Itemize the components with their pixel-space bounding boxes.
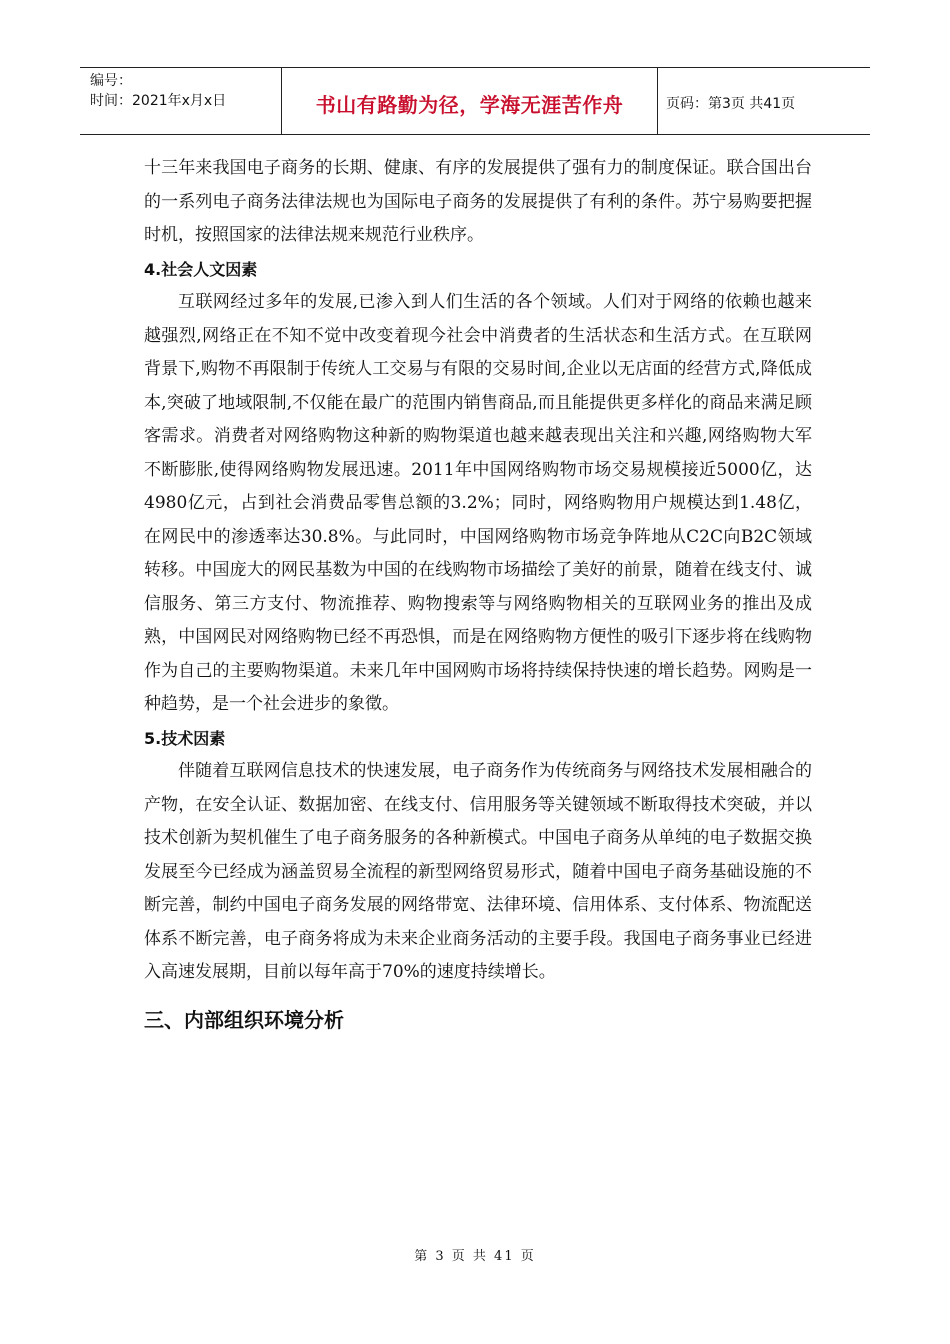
heading-social-culture: 4.社会人文因素 xyxy=(144,259,258,279)
section-heading-internal: 三、内部组织环境分析 xyxy=(144,1007,344,1032)
time-label: 时间：2021年x月x日 xyxy=(90,93,227,109)
paragraph-social-culture: 互联网经过多年的发展,已渗入到人们生活的各个领域。人们对于网络的依赖也越来越强烈,网络正在不知不觉中改变着现今社会中消费者的生活状态和生活方式。在互联网背景下,购物不再限制于传统人工交易与有限的交易时间,企业以无店面的经营方式,降低成本,突破了地域限制,不仅能在最广的范围内销售商品,而且能提供更多样化的商品来满足顾客需求。消费者对网络购物这种新的购物渠道也越来越表现出关注和兴趣,网络购物大军不断膨胀,使得网络购物发展迅速。2011年中国网络购物市场交易规模接近5000亿，达4980亿元，占到社会消费品零售总额的3.2%；同时，网络购物用户规模达到1.48亿，在网民中的渗透率达30.8%。与此同时，中国网络购物市场竞争阵地从C2C向B2C领域转移。中国庞大的网民基数为中国的在线购物市场描绘了美好的前景，随着在线支付、诚信服务、第三方支付、物流推荐、购物搜索等与网络购物相关的互联网业务的推出及成熟，中国网民对网络购物已经不再恐惧，而是在网络购物方便性的吸引下逐步将在线购物作为自己的主要购物渠道。未来几年中国网购市场将持续保持快速的增长趋势。网购是一种趋势，是一个社会进步的象徵。 xyxy=(144,292,812,714)
page-header xyxy=(80,67,870,135)
header-page-info: 页码：第3页 共41页 xyxy=(666,96,796,112)
heading-technology: 5.技术因素 xyxy=(144,728,226,748)
document-body xyxy=(144,152,812,1040)
paragraph-technology: 伴随着互联网信息技术的快速发展，电子商务作为传统商务与网络技术发展相融合的产物，在安全认证、数据加密、在线支付、信用服务等关键领域不断取得技术突破，并以技术创新为契机催生了电子商务服务的各种新模式。中国电子商务从单纯的电子数据交换发展至今已经成为涵盖贸易全流程的新型网络贸易形式，随着中国电子商务基础设施的不断完善，制约中国电子商务发展的网络带宽、法律环境、信用体系、支付体系、物流配送体系不断完善，电子商务将成为未来企业商务活动的主要手段。我国电子商务事业已经进入高速发展期，目前以每年高于70%的速度持续增长。 xyxy=(144,761,812,982)
header-motto-cell xyxy=(282,68,658,134)
number-label: 编号： xyxy=(90,73,132,89)
header-motto: 书山有路勤为径，学海无涯苦作舟 xyxy=(315,92,624,117)
page-footer: 第 3 页 共 41 页 xyxy=(414,1249,536,1264)
header-meta xyxy=(80,68,282,134)
paragraph-intro: 十三年来我国电子商务的长期、健康、有序的发展提供了强有力的制度保证。联合国出台的一系列电子商务法律法规也为国际电子商务的发展提供了有利的条件。苏宁易购要把握时机，按照国家的法律法规来规范行业秩序。 xyxy=(144,158,812,245)
